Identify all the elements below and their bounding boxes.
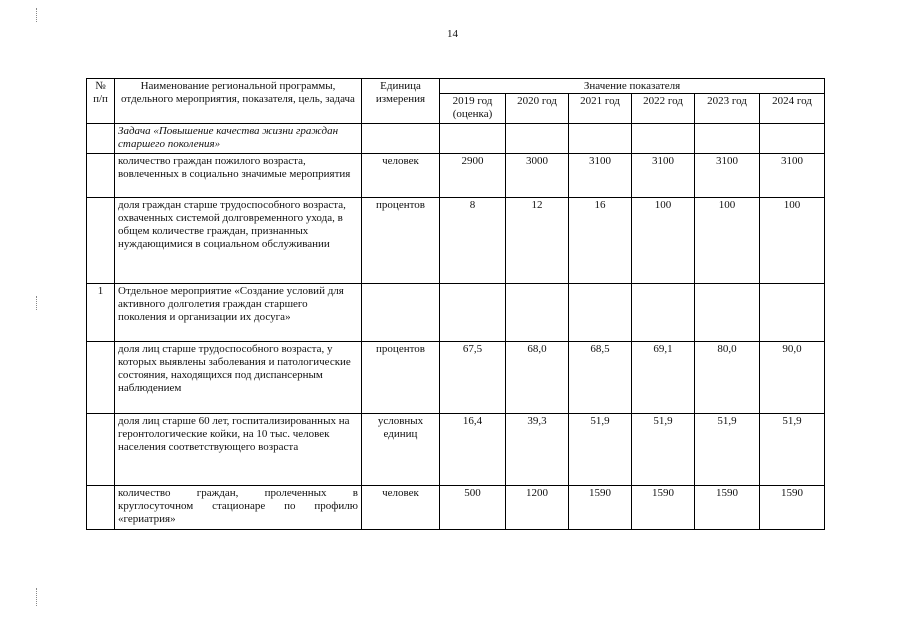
- header-year-2020: 2020 год: [506, 94, 569, 124]
- header-year-2023: 2023 год: [695, 94, 760, 124]
- row-value-2021: [569, 284, 632, 342]
- table-row: [87, 284, 825, 342]
- row-value-2022: 100: [632, 198, 695, 284]
- row-name: Задача «Повышение качества жизни граждан старшего поколения»: [115, 124, 362, 154]
- row-unit: [362, 284, 440, 342]
- row-value-2020: 12: [506, 198, 569, 284]
- row-value-2022: 3100: [632, 154, 695, 198]
- row-unit: процентов: [362, 198, 440, 284]
- row-name: доля граждан старше трудоспособного возраста, охваченных системой долговременного ухода, в общем количестве граждан, признанных нуждающимися в социальном обслуживании: [115, 198, 362, 284]
- row-value-2020: 39,3: [506, 414, 569, 486]
- row-value-2024: 3100: [760, 154, 825, 198]
- row-unit: условных единиц: [362, 414, 440, 486]
- row-name: количество граждан, пролеченных в круглосуточном стационаре по профилю «гериатрия»: [115, 486, 362, 530]
- row-value-2024: [760, 284, 825, 342]
- row-value-2022: 51,9: [632, 414, 695, 486]
- header-unit: Единица измерения: [362, 79, 440, 124]
- row-unit: человек: [362, 486, 440, 530]
- row-value-2022: [632, 124, 695, 154]
- row-value-2020: 1200: [506, 486, 569, 530]
- header-num: № п/п: [87, 79, 115, 124]
- row-value-2024: 51,9: [760, 414, 825, 486]
- table-row: [87, 124, 825, 154]
- page-number: 14: [447, 28, 458, 40]
- row-name: доля лиц старше трудоспособного возраста, у которых выявлены заболевания и патологические состояния, находящихся под диспансерным наблюдением: [115, 342, 362, 414]
- row-value-2023: 51,9: [695, 414, 760, 486]
- row-value-2020: [506, 124, 569, 154]
- table-row: [87, 414, 825, 486]
- row-value-2021: 3100: [569, 154, 632, 198]
- row-value-2023: [695, 284, 760, 342]
- row-value-2023: 80,0: [695, 342, 760, 414]
- row-value-2024: [760, 124, 825, 154]
- row-value-2024: 100: [760, 198, 825, 284]
- margin-mark-middle: [36, 296, 38, 310]
- row-name: доля лиц старше 60 лет, госпитализированных на геронтологические койки, на 10 тыс. человек населения соответствующего возраста: [115, 414, 362, 486]
- row-value-2019: 8: [440, 198, 506, 284]
- header-year-2024: 2024 год: [760, 94, 825, 124]
- row-num: 1: [87, 284, 115, 342]
- row-value-2021: 1590: [569, 486, 632, 530]
- row-value-2024: 90,0: [760, 342, 825, 414]
- row-value-2019: [440, 124, 506, 154]
- row-num: [87, 342, 115, 414]
- indicators-table: [86, 78, 825, 530]
- row-unit: процентов: [362, 342, 440, 414]
- header-year-2019: 2019 год (оценка): [440, 94, 506, 124]
- margin-mark-bottom: [36, 588, 38, 606]
- row-value-2019: 2900: [440, 154, 506, 198]
- table-row: [87, 198, 825, 284]
- row-value-2019: 67,5: [440, 342, 506, 414]
- header-year-2022: 2022 год: [632, 94, 695, 124]
- row-num: [87, 414, 115, 486]
- row-unit: человек: [362, 154, 440, 198]
- row-value-2020: 68,0: [506, 342, 569, 414]
- row-value-2021: 16: [569, 198, 632, 284]
- row-name: количество граждан пожилого возраста, вовлеченных в социально значимые мероприятия: [115, 154, 362, 198]
- row-value-2022: [632, 284, 695, 342]
- margin-mark-top: [36, 8, 38, 22]
- row-num: [87, 198, 115, 284]
- row-value-2024: 1590: [760, 486, 825, 530]
- row-value-2019: [440, 284, 506, 342]
- header-name: Наименование региональной программы, отдельного мероприятия, показателя, цель, задача: [115, 79, 362, 124]
- row-value-2020: 3000: [506, 154, 569, 198]
- row-value-2022: 69,1: [632, 342, 695, 414]
- row-name: Отдельное мероприятие «Создание условий для активного долголетия граждан старшего поколения и организации их досуга»: [115, 284, 362, 342]
- table-row: [87, 486, 825, 530]
- row-num: [87, 124, 115, 154]
- row-value-2019: 16,4: [440, 414, 506, 486]
- row-value-2023: [695, 124, 760, 154]
- table-row: [87, 154, 825, 198]
- header-values-group: Значение показателя: [440, 79, 825, 94]
- table-row: [87, 342, 825, 414]
- row-value-2022: 1590: [632, 486, 695, 530]
- row-value-2023: 1590: [695, 486, 760, 530]
- row-value-2023: 3100: [695, 154, 760, 198]
- row-value-2019: 500: [440, 486, 506, 530]
- row-num: [87, 154, 115, 198]
- row-value-2021: 51,9: [569, 414, 632, 486]
- row-value-2020: [506, 284, 569, 342]
- row-value-2023: 100: [695, 198, 760, 284]
- header-year-2021: 2021 год: [569, 94, 632, 124]
- row-num: [87, 486, 115, 530]
- row-unit: [362, 124, 440, 154]
- row-value-2021: [569, 124, 632, 154]
- row-value-2021: 68,5: [569, 342, 632, 414]
